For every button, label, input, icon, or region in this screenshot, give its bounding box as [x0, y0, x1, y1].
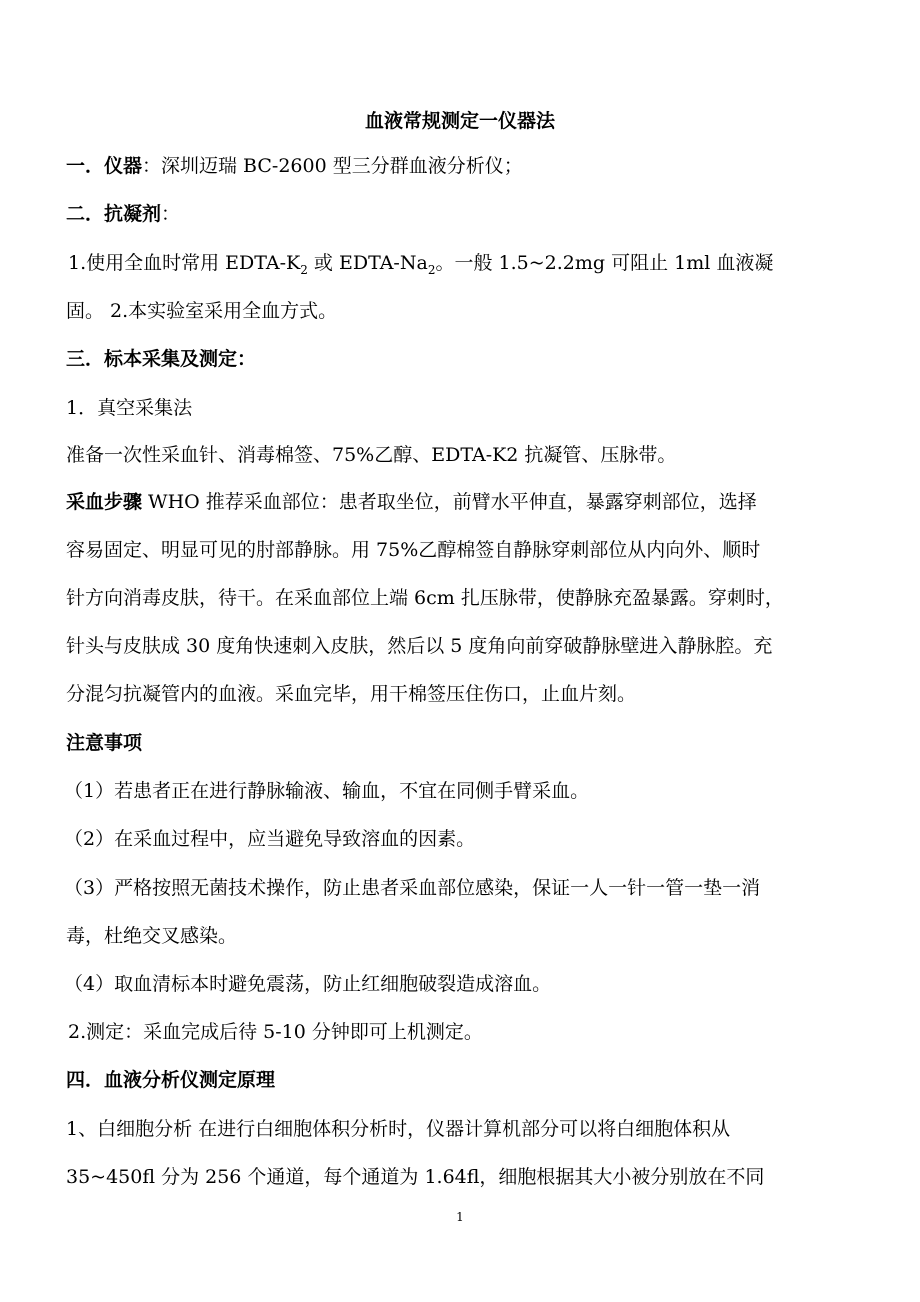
- paragraph-line: 针方向消毒皮肤，待干。在采血部位上端 6cm 扎压脉带，使静脉充盈暴露。穿刺时，: [66, 587, 784, 609]
- paragraph-line: 固。 2.本实验室采用全血方式。: [66, 300, 338, 322]
- paragraph-line: 容易固定、明显可见的肘部静脉。用 75%乙醇棉签自静脉穿刺部位从内向外、顺时: [66, 539, 761, 561]
- section-anticoagulant: [66, 202, 180, 226]
- paragraph-line: 针头与皮肤成 30 度角快速刺入皮肤，然后以 5 度角向前穿破静脉壁进入静脉腔。充: [66, 635, 773, 657]
- page-number: 1: [456, 1210, 464, 1224]
- page-title: 血液常规测定一仪器法: [364, 110, 555, 132]
- paragraph-line: 准备一次性采血针、消毒棉签、75%乙醇、EDTA-K2 抗凝管、压脉带。: [66, 444, 677, 466]
- inline-label: 采血步骤: [66, 491, 143, 513]
- subscript: 2: [427, 262, 436, 277]
- section-label: 一．仪器: [66, 155, 143, 177]
- paragraph-line: 1、白细胞分析 在进行白细胞体积分析时，仪器计算机部分可以将白细胞体积从: [66, 1118, 731, 1140]
- text-run: 或 EDTA-Na: [307, 252, 428, 274]
- text-run: 。一般 1.5~2.2mg 可阻止 1ml 血液凝: [435, 252, 774, 274]
- paragraph-line: [66, 490, 757, 514]
- section-principle: 四．血液分析仪测定原理: [66, 1069, 276, 1091]
- paragraph-line: 2.测定：采血完成后待 5-10 分钟即可上机测定。: [68, 1021, 483, 1043]
- subsection-title: 1．真空采集法: [66, 397, 193, 419]
- section-text: ：: [161, 203, 181, 225]
- list-item: （2）在采血过程中，应当避免导致溶血的因素。: [64, 828, 476, 850]
- list-item-continuation: 毒，杜绝交叉感染。: [66, 925, 238, 947]
- text-run: WHO 推荐采血部位：患者取坐位，前臂水平伸直，暴露穿刺部位，选择: [142, 491, 757, 513]
- section-notes: 注意事项: [66, 732, 143, 754]
- list-item: （4）取血清标本时避免震荡，防止红细胞破裂造成溶血。: [64, 973, 552, 995]
- paragraph-line: 35~450fl 分为 256 个通道，每个通道为 1.64fl，细胞根据其大小被分别放在不同: [66, 1166, 765, 1188]
- section-label: 二．抗凝剂: [66, 203, 162, 225]
- subscript: 2: [300, 262, 308, 277]
- section-text: ：深圳迈瑞 BC-2600 型三分群血液分析仪；: [142, 155, 523, 177]
- paragraph-line: [68, 251, 773, 282]
- text-run: 1.使用全血时常用 EDTA-K: [68, 252, 301, 274]
- section-sampling: 三．标本采集及测定：: [66, 348, 257, 370]
- list-item: （3）严格按照无菌技术操作，防止患者采血部位感染，保证一人一针一管一垫一消: [64, 877, 761, 899]
- section-instrument: [66, 154, 523, 178]
- paragraph-line: 分混匀抗凝管内的血液。采血完毕，用干棉签压住伤口，止血片刻。: [66, 683, 637, 705]
- list-item: （1）若患者正在进行静脉输液、输血，不宜在同侧手臂采血。: [64, 780, 590, 802]
